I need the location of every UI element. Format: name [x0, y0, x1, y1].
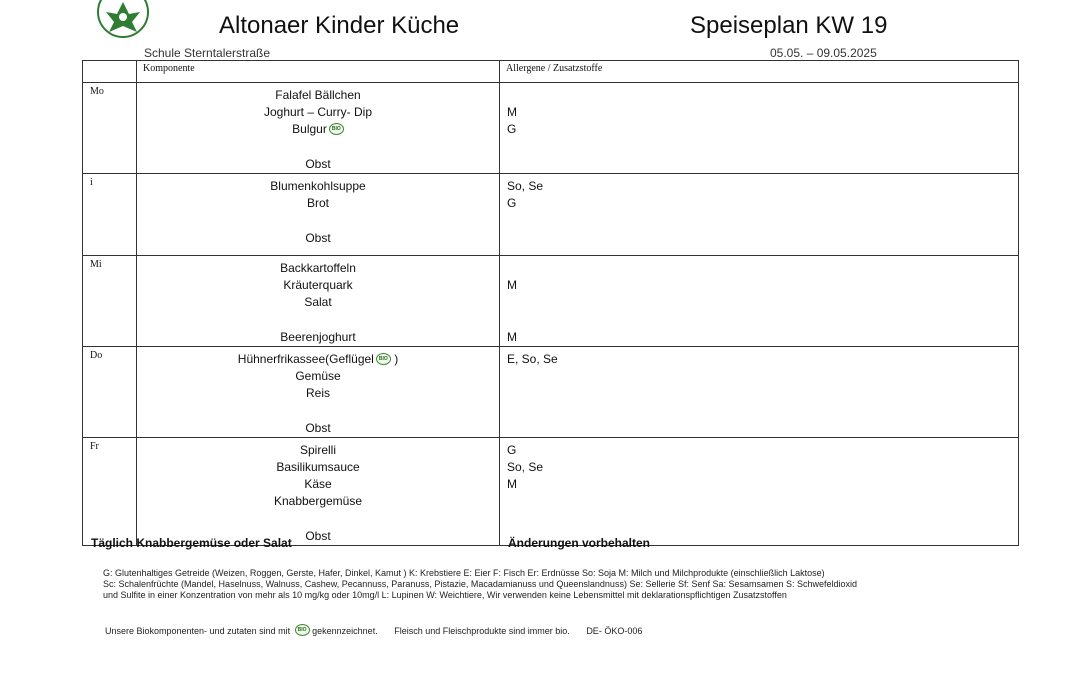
- header-day: [83, 61, 137, 83]
- header-allergens: Allergene / Zusatzstoffe: [500, 61, 1019, 83]
- allergen-item: [500, 230, 1018, 247]
- allergen-item: M: [507, 477, 517, 492]
- menu-table: [82, 60, 1019, 546]
- header-component: Komponente: [137, 61, 500, 83]
- allergen-item: [500, 420, 1018, 437]
- menu-row-do: [83, 346, 1019, 437]
- footer-text: gekennzeichnet.: [312, 626, 378, 636]
- school-name: Schule Sterntalerstraße: [144, 46, 271, 60]
- component-item: Obst: [305, 230, 331, 245]
- brand-name: Altonaer Kinder Küche: [219, 12, 460, 39]
- menu-row-mi: [83, 255, 1019, 346]
- allergen-item: [500, 385, 1018, 402]
- component-item: Bulgur BIO: [137, 121, 499, 138]
- legend-line: G: Glutenhaltiges Getreide (Weizen, Roggen, Gerste, Hafer, Dinkel, Kamut ) K: Krebstiere E: Eier F: Fisch Er: Erdnüsse So: Soja M: Milch und Milchprodukte (einschließlich Laktose): [103, 568, 825, 578]
- components-cell: [137, 346, 500, 437]
- certification-code: DE- ÖKO-006: [586, 626, 643, 636]
- day-label: Do: [83, 346, 137, 437]
- allergens-cell: [500, 173, 1019, 255]
- component-item: [137, 402, 499, 419]
- component-item: Spirelli: [299, 442, 336, 457]
- component-item: Salat: [304, 295, 332, 310]
- component-item: [137, 511, 499, 528]
- date-range: 05.05. – 09.05.2025: [770, 46, 877, 60]
- component-item: Knabbergemüse: [273, 494, 363, 509]
- allergen-item: [500, 260, 1018, 277]
- legend-line: und Sulfite in einer Konzentration von mehr als 10 mg/kg oder 10mg/l L: Lupinen W: Weichtiere, Wir verwenden keine Lebensmittel mit deklarationspflichtigen Zusatzstoffen: [103, 590, 787, 600]
- table-header-row: [83, 61, 1019, 83]
- menu-row-di: [83, 173, 1019, 255]
- day-label: Fr: [83, 437, 137, 545]
- components-cell: [137, 437, 500, 545]
- allergen-item: So, Se: [507, 460, 544, 474]
- component-item: Obst: [305, 528, 331, 543]
- components-cell: [137, 83, 500, 174]
- component-item: Reis: [305, 386, 330, 401]
- component-item: [137, 139, 499, 156]
- component-item: Falafel Bällchen: [275, 88, 361, 102]
- allergen-item: [500, 294, 1018, 311]
- allergens-cell: [500, 346, 1019, 437]
- daily-note: Täglich Knabbergemüse oder Salat: [91, 536, 292, 550]
- bio-icon: BIO: [295, 624, 310, 636]
- allergen-item: So, Se: [507, 178, 544, 193]
- allergen-item: M: [507, 278, 517, 293]
- allergen-item: [500, 511, 1018, 528]
- footer-note: [105, 624, 642, 636]
- component-item: Blumenkohlsuppe: [270, 178, 366, 193]
- allergen-legend: [103, 568, 1003, 601]
- day-label: Mi: [83, 255, 137, 346]
- allergen-item: G: [507, 196, 517, 211]
- allergens-cell: [500, 437, 1019, 545]
- component-item: Kräuterquark: [283, 278, 353, 293]
- component-item: Hühnerfrikassee(Geflügel BIO ): [237, 351, 399, 366]
- component-item: Beerenjoghurt: [280, 329, 356, 344]
- component-item: Gemüse: [295, 369, 341, 384]
- allergen-item: G: [507, 442, 517, 457]
- menu-row-mo: [83, 83, 1019, 174]
- allergen-item: [500, 156, 1018, 173]
- allergen-item: [500, 139, 1018, 156]
- allergen-item: [500, 87, 1018, 104]
- component-item: Backkartoffeln: [280, 260, 356, 275]
- components-cell: [137, 173, 500, 255]
- allergens-cell: [500, 255, 1019, 346]
- allergen-item: [500, 493, 1018, 510]
- component-item: [137, 212, 499, 229]
- logo-icon: [96, 0, 150, 38]
- allergens-cell: [500, 83, 1019, 174]
- allergen-item: G: [507, 122, 517, 137]
- allergen-item: [500, 212, 1018, 229]
- component-item: [137, 312, 499, 329]
- allergen-item: M: [507, 329, 517, 344]
- bio-icon: BIO: [329, 123, 344, 135]
- bio-icon: BIO: [376, 353, 391, 365]
- component-item: Käse: [304, 477, 332, 492]
- component-item: Basilikumsauce: [276, 460, 360, 474]
- allergen-item: M: [507, 105, 517, 120]
- component-item: Brot: [306, 196, 329, 211]
- footer-text: Fleisch und Fleischprodukte sind immer bio.: [394, 626, 570, 636]
- allergen-item: E, So, Se: [507, 351, 558, 366]
- day-label: i: [83, 173, 137, 255]
- legend-line: Sc: Schalenfrüchte (Mandel, Haselnuss, Walnuss, Cashew, Pecannuss, Paranuss, Pistazie, Macadamianuss und Queenslandnuss) Se: Sellerie Sf: Senf Sa: Sesamsamen S: Schwefeldioxid: [103, 579, 858, 589]
- component-item: Obst: [305, 420, 331, 435]
- component-item: Joghurt – Curry- Dip: [263, 105, 373, 120]
- menu-row-fr: [83, 437, 1019, 545]
- allergen-item: [500, 402, 1018, 419]
- component-item: Obst: [305, 156, 331, 171]
- components-cell: [137, 255, 500, 346]
- page-title: Speiseplan KW 19: [690, 12, 888, 39]
- allergen-item: [500, 368, 1018, 385]
- day-label: Mo: [83, 83, 137, 174]
- changes-note: Änderungen vorbehalten: [508, 536, 651, 550]
- footer-text: Unsere Biokomponenten- und zutaten sind mit: [105, 626, 291, 636]
- allergen-item: [500, 312, 1018, 329]
